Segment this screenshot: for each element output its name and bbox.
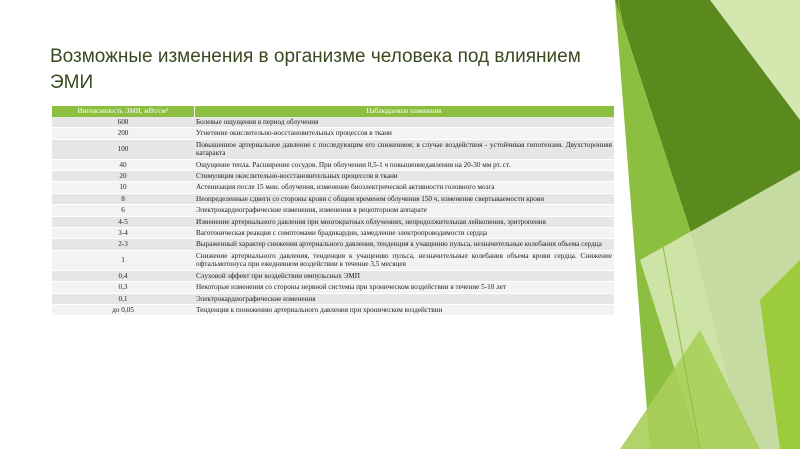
table-row <box>52 216 614 227</box>
cell-changes: Болевые ощущения в период облучения <box>194 117 614 128</box>
cell-changes: Ваготоническая реакция с симптомами брадикардии, замедление электропроводимости сердца <box>194 228 614 239</box>
table-row <box>52 304 614 315</box>
slide-title: Возможные изменения в организме человека под влиянием ЭМИ <box>50 46 581 93</box>
cell-intensity: 2-3 <box>52 239 194 250</box>
table-row <box>52 182 614 193</box>
table-row <box>52 228 614 239</box>
cell-changes: Некоторые изменения со стороны нервной системы при хроническом воздействии в течение 5-10 лет <box>194 282 614 293</box>
table-row <box>52 139 614 159</box>
cell-changes: Электрокардиографические изменения <box>194 293 614 304</box>
cell-changes: Астенизация после 15 мин. облучения, изменение биоэлектрической активности головного мозга <box>194 182 614 193</box>
table-row <box>52 270 614 281</box>
table-header-row <box>52 106 614 117</box>
cell-intensity: 0,4 <box>52 270 194 281</box>
cell-changes: Электрокардиографические изменения, изменения в рецепторном аппарате <box>194 205 614 216</box>
cell-intensity: 0,1 <box>52 293 194 304</box>
table-row <box>52 282 614 293</box>
cell-intensity: 20 <box>52 171 194 182</box>
table-row <box>52 205 614 216</box>
table-row <box>52 293 614 304</box>
emi-effects-table <box>52 106 615 316</box>
cell-changes: Неопределенные сдвиги со стороны крови с общим временем облучения 150 ч, изменение свертываемости крови <box>194 193 614 204</box>
cell-intensity: 40 <box>52 159 194 170</box>
cell-intensity: 4-5 <box>52 216 194 227</box>
table-row <box>52 159 614 170</box>
table-row <box>52 128 614 139</box>
cell-intensity: 10 <box>52 182 194 193</box>
cell-changes: Стимуляция окислительно-восстановительных процессов в ткани <box>194 171 614 182</box>
cell-intensity: до 0,05 <box>52 304 194 315</box>
cell-intensity: 600 <box>52 117 194 128</box>
cell-intensity: 100 <box>52 139 194 159</box>
cell-changes: Слуховой эффект при воздействии импульсных ЭМП <box>194 270 614 281</box>
cell-changes: Ощущение тепла. Расширение сосудов. При облучении 0,5-1 ч повышениедавления на 20-30 мм рт. ст. <box>194 159 614 170</box>
table-row <box>52 117 614 128</box>
header-changes: Наблюдаемые изменения <box>194 106 614 117</box>
table-row <box>52 171 614 182</box>
cell-intensity: 200 <box>52 128 194 139</box>
table-row <box>52 193 614 204</box>
table-row <box>52 250 614 270</box>
cell-intensity: 0,3 <box>52 282 194 293</box>
cell-intensity: 6 <box>52 205 194 216</box>
cell-intensity: 8 <box>52 193 194 204</box>
cell-changes: Повышенное артериальное давление с последующим его снижением; в случае воздействия - устойчивая гипотензия. Двухсторонняя катаракта <box>196 140 612 158</box>
cell-changes: Угнетение окислительно-восстановительных процессов в ткани <box>194 128 614 139</box>
cell-intensity: 3-4 <box>52 228 194 239</box>
cell-intensity: 1 <box>52 250 194 270</box>
cell-changes: Тенденция к понижению артериального давления при хроническом воздействии <box>194 304 614 315</box>
table-row <box>52 239 614 250</box>
header-intensity: Интенсивность ЭМИ, мВт/см² <box>52 106 194 117</box>
cell-changes: Снижение артериального давления, тенденция к учащению пульса, незначительные колебания объема крови сердца. Снижение офтальмотонуса при ежедневном воздействии в течение 3,5 месяцев <box>196 251 612 269</box>
cell-changes: Выраженный характер снижения артериального давления, тенденция к учащению пульса, незначительные колебания объема сердца <box>194 239 614 250</box>
cell-changes: Изменение артериального давления при многократных облучениях, непродолжительная лейкопения, эритропения <box>194 216 614 227</box>
